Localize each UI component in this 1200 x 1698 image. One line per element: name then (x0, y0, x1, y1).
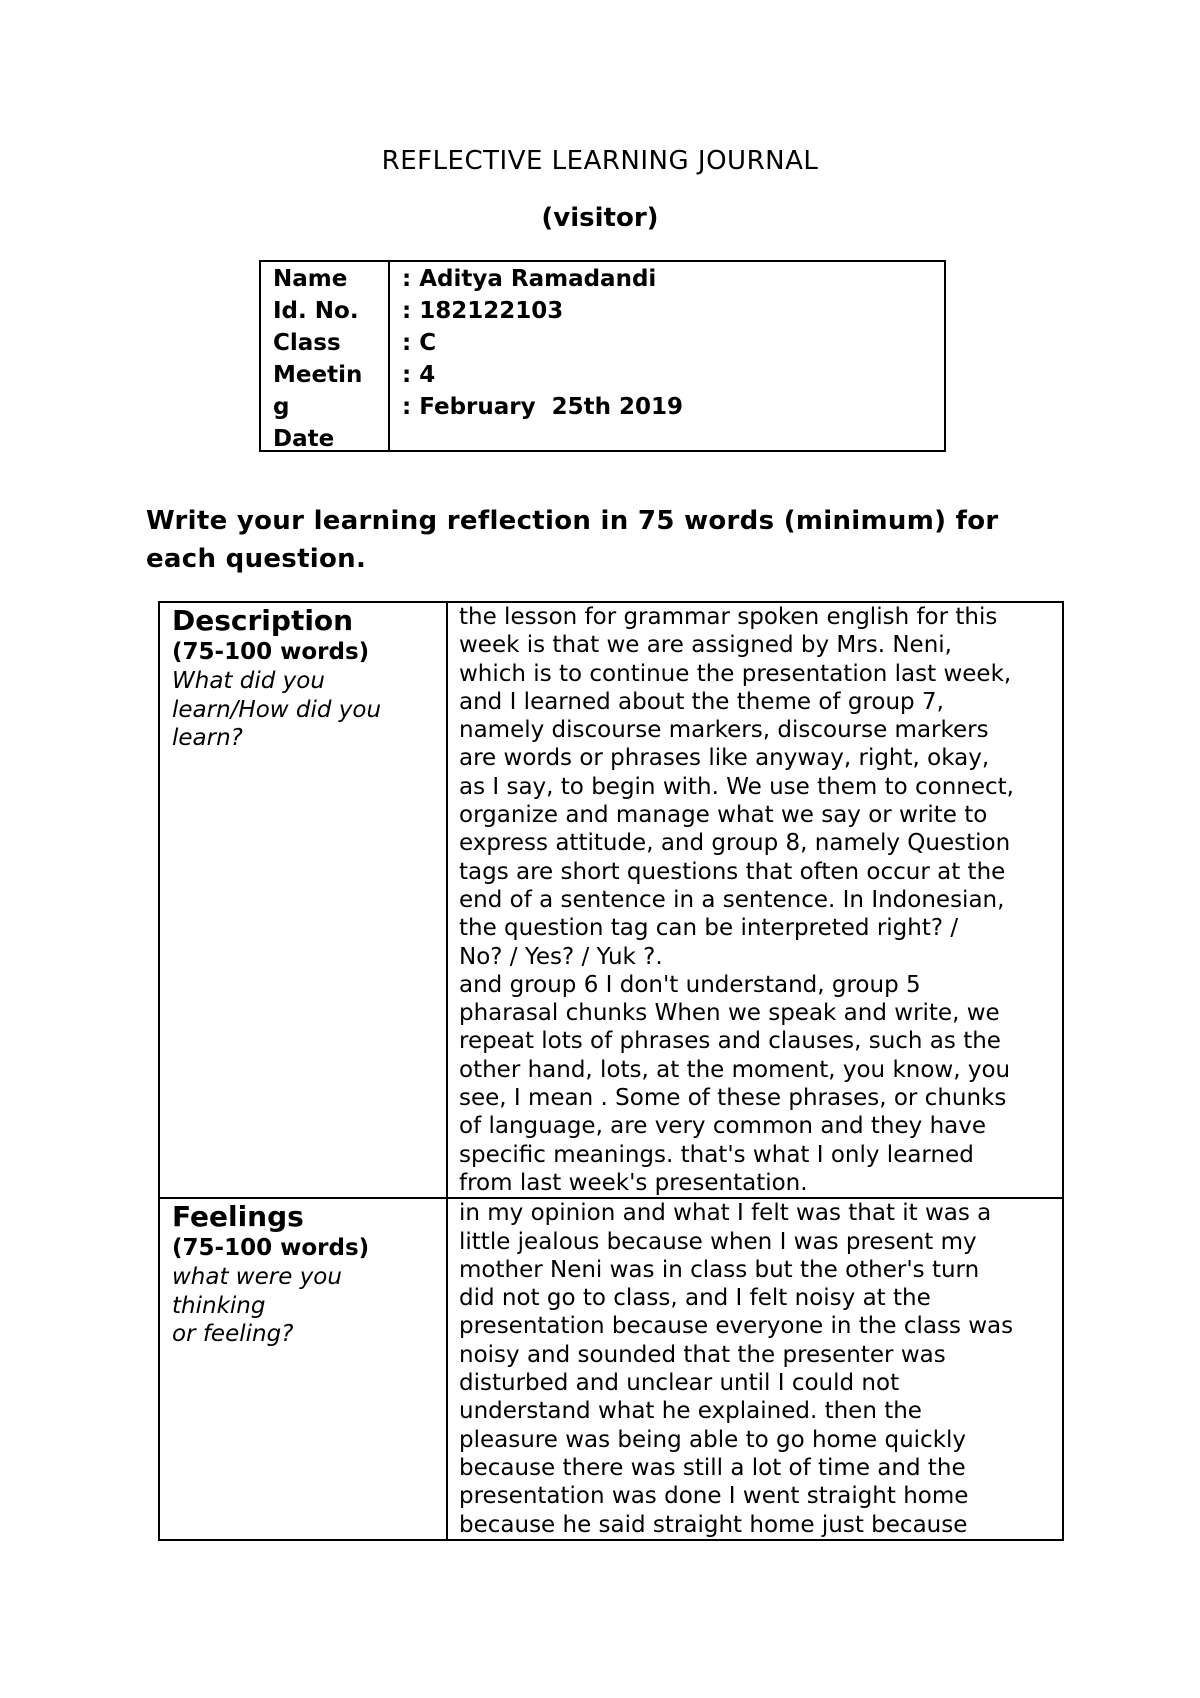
prompt-line: or feeling? (172, 1321, 294, 1348)
answer-line: pleasure was being able to go home quickly (459, 1426, 967, 1453)
answer-line: see, I mean . Some of these phrases, or chunks (459, 1085, 1007, 1112)
answer-line: and group 6 I don't understand, group 5 (459, 971, 921, 998)
document-title: REFLECTIVE LEARNING JOURNAL (381, 146, 819, 176)
answer-line: disturbed and unclear until I could not (459, 1370, 900, 1397)
info-label-date: Date (273, 426, 335, 452)
answer-line: the question tag can be interpreted right? / (459, 915, 959, 942)
info-label-class: Class (273, 330, 341, 356)
info-value-class: : C (402, 330, 437, 356)
answer-line: from last week's presentation. (459, 1169, 808, 1196)
description-answer-cell (448, 603, 1062, 1197)
prompt-line: thinking (172, 1292, 266, 1319)
answer-line: presentation because everyone in the class was (459, 1313, 1014, 1340)
info-label-id: Id. No. (273, 298, 359, 324)
instruction-text (146, 502, 1076, 578)
section-heading: Description (172, 604, 354, 637)
answer-line: organize and manage what we say or write to (459, 802, 988, 829)
answer-line: and I learned about the theme of group 7, (459, 688, 944, 715)
prompt-line: learn/How did you (172, 696, 382, 723)
instruction-line-2: each question. (146, 544, 367, 574)
student-info-table (259, 260, 946, 452)
prompt-line: learn? (172, 725, 243, 751)
answer-line: No? / Yes? / Yuk ?. (459, 943, 663, 970)
answer-line: little jealous because when I was present my (459, 1228, 977, 1255)
answer-line: because there was still a lot of time and the (459, 1454, 966, 1481)
info-value-meeting: : 4 (402, 362, 436, 388)
section-prompt (172, 1263, 446, 1349)
description-row (160, 603, 1062, 1197)
answer-line: are words or phrases like anyway, right, okay, (459, 745, 990, 772)
info-label-name: Name (273, 266, 348, 292)
info-label-meeting-wrap: g (273, 394, 290, 420)
answer-line: repeat lots of phrases and clauses, such as the (459, 1028, 1001, 1055)
info-labels-column (261, 262, 390, 450)
answer-line: the lesson for grammar spoken english for this (459, 604, 998, 630)
answer-line: did not go to class, and I felt noisy at the (459, 1285, 931, 1312)
answer-line: of language, are very common and they have (459, 1113, 987, 1140)
answer-line: other hand, lots, at the moment, you know, you (459, 1056, 1011, 1083)
feelings-answer-cell (448, 1199, 1062, 1539)
info-label-meeting: Meetin (273, 362, 363, 388)
section-heading: Feelings (172, 1200, 304, 1234)
feelings-label-cell (160, 1199, 448, 1539)
answer-line: end of a sentence in a sentence. In Indonesian, (459, 886, 1005, 913)
answer-line: understand what he explained. then the (459, 1398, 922, 1425)
answer-line: specific meanings. that's what I only learned (459, 1141, 974, 1168)
info-value-date: : February 25th 2019 (402, 394, 684, 420)
document-subtitle: (visitor) (541, 203, 659, 233)
reflection-table (158, 601, 1064, 1541)
prompt-line: what were you (172, 1264, 342, 1291)
answer-line: in my opinion and what I felt was that it was a (459, 1200, 992, 1227)
feelings-row (160, 1197, 1062, 1539)
info-value-id: : 182122103 (402, 298, 564, 324)
answer-line: as I say, to begin with. We use them to connect, (459, 773, 1014, 800)
answer-line: pharasal chunks When we speak and write, we (459, 1000, 1000, 1027)
answer-line: noisy and sounded that the presenter was (459, 1341, 946, 1368)
section-prompt (172, 667, 446, 753)
prompt-line: What did you (172, 668, 325, 694)
section-word-count: (75-100 words) (172, 639, 370, 665)
answer-line: presentation was done I went straight home (459, 1483, 969, 1510)
instruction-line-1: Write your learning reflection in 75 words (minimum) for (146, 506, 999, 536)
answer-line: tags are short questions that often occur at the (459, 858, 1006, 885)
answer-line: week is that we are assigned by Mrs. Neni, (459, 632, 952, 659)
info-values-column (390, 262, 944, 450)
info-value-name: : Aditya Ramadandi (402, 266, 657, 292)
section-word-count: (75-100 words) (172, 1235, 370, 1262)
answer-line: which is to continue the presentation last week, (459, 660, 1012, 687)
answer-line: express attitude, and group 8, namely Question (459, 830, 1011, 857)
answer-line: because he said straight home just because (459, 1511, 968, 1538)
description-label-cell (160, 603, 448, 1197)
answer-line: namely discourse markers, discourse markers (459, 717, 989, 744)
answer-line: mother Neni was in class but the other's turn (459, 1256, 980, 1283)
